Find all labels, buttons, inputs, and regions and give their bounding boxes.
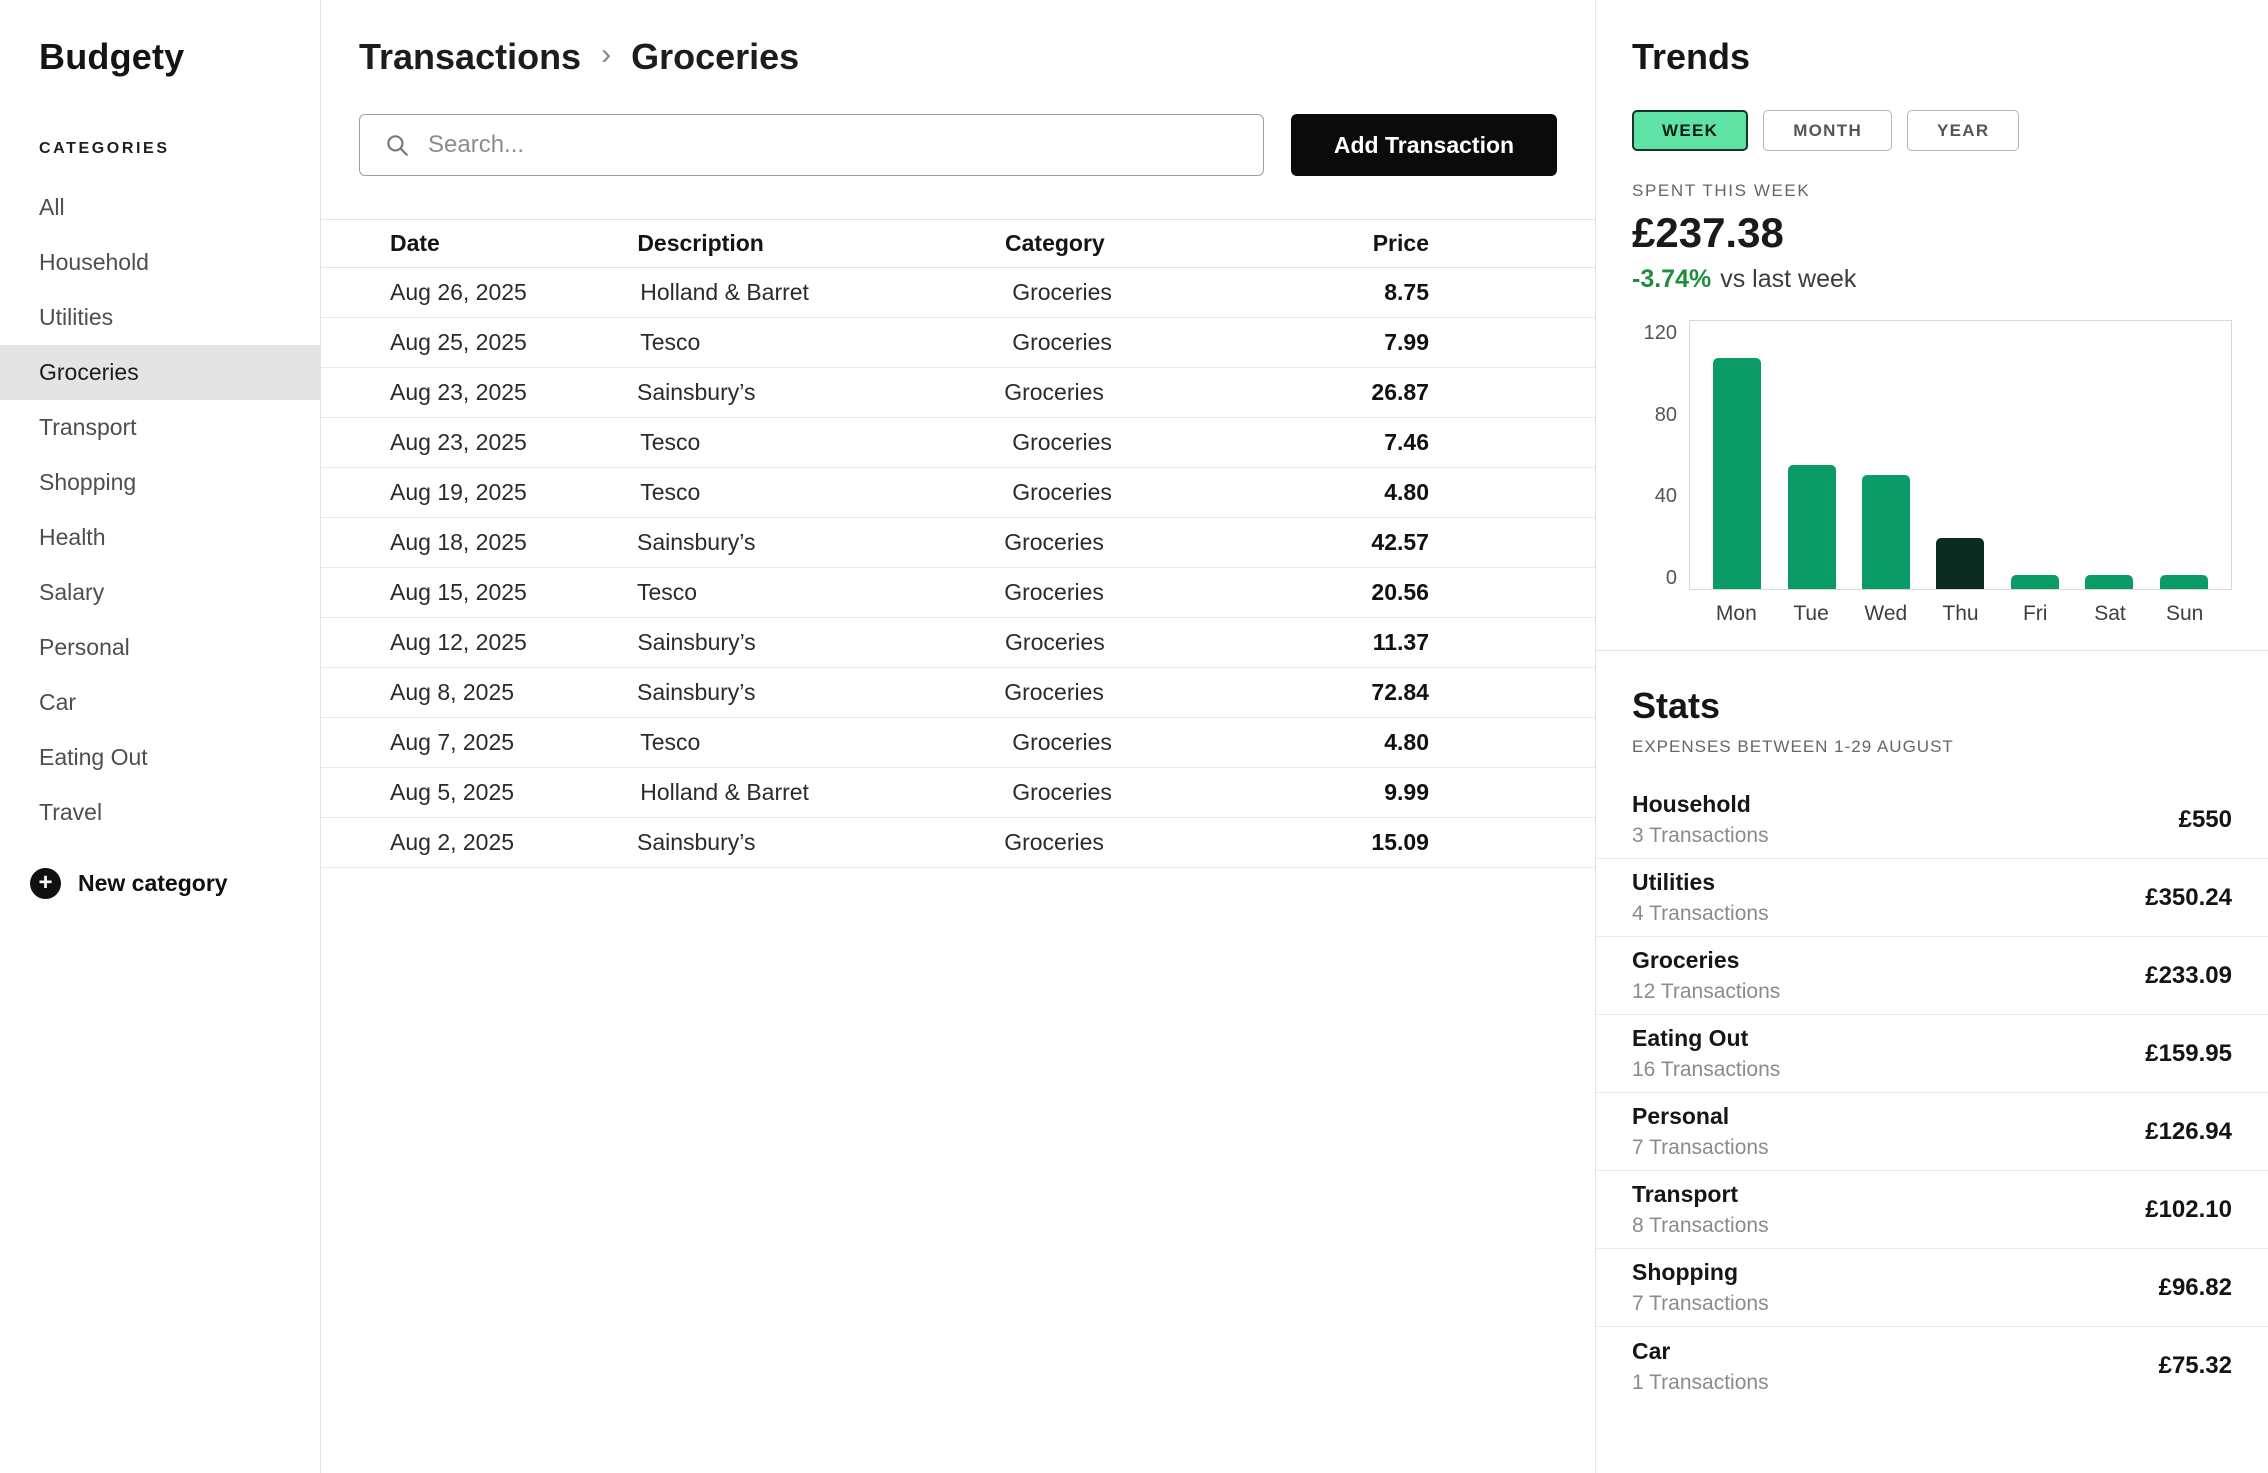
cell-price: 4.80	[1384, 729, 1429, 755]
stats-row-utilities	[1596, 859, 2268, 937]
stat-category-name: Transport	[1632, 1181, 1739, 1207]
cell-description: Holland & Barret	[640, 779, 809, 805]
sidebar-item-household[interactable]	[0, 235, 320, 290]
cell-price: 20.56	[1371, 579, 1429, 605]
stats-row-household	[1596, 781, 2268, 859]
sidebar-item-label: Transport	[39, 414, 137, 440]
chart-bar-fri	[2011, 575, 2059, 589]
cell-category: Groceries	[1005, 629, 1105, 655]
stat-category-name: Eating Out	[1632, 1025, 1749, 1051]
cell-description: Sainsbury’s	[636, 379, 756, 405]
sidebar-item-health[interactable]	[0, 510, 320, 565]
sidebar-item-label: Car	[39, 689, 77, 715]
cell-date: Aug 26, 2025	[390, 279, 527, 305]
chart-bar-wed	[1862, 475, 1910, 589]
table-row[interactable]	[321, 268, 1595, 318]
stat-category	[1632, 947, 1780, 1004]
table-row[interactable]	[321, 768, 1595, 818]
cell-date: Aug 5, 2025	[390, 779, 515, 805]
table-row[interactable]	[321, 568, 1595, 618]
sidebar-item-label: All	[39, 194, 65, 220]
range-tab-week[interactable]: WEEK	[1632, 110, 1748, 151]
cell-date: Aug 8, 2025	[390, 679, 515, 705]
search-input[interactable]	[428, 131, 1243, 159]
stat-transaction-count: 8 Transactions	[1632, 1214, 1769, 1237]
column-header-price: Price	[1372, 230, 1429, 256]
cell-price: 8.75	[1384, 279, 1429, 305]
toolbar	[359, 114, 1557, 176]
cell-description: Tesco	[640, 329, 701, 355]
table-row[interactable]	[321, 618, 1595, 668]
weekly-spend-bar-chart	[1632, 320, 2232, 590]
sidebar-item-transport[interactable]	[0, 400, 320, 455]
cell-price: 7.46	[1384, 429, 1429, 455]
cell-price: 11.37	[1372, 629, 1430, 655]
spent-this-week-amount: £237.38	[1632, 209, 1784, 256]
x-axis-label-sun: Sun	[2165, 602, 2204, 625]
range-tab-year[interactable]: YEAR	[1907, 110, 2019, 151]
section-divider	[1596, 650, 2268, 651]
sidebar-item-label: Shopping	[39, 469, 137, 495]
y-axis-tick: 0	[1665, 567, 1677, 589]
sidebar	[0, 0, 321, 1473]
sidebar-item-label: Groceries	[39, 359, 139, 385]
x-axis-label-tue: Tue	[1793, 602, 1829, 625]
cell-description: Holland & Barret	[640, 279, 809, 305]
cell-price: 7.99	[1384, 329, 1429, 355]
column-header-category: Category	[1005, 230, 1105, 256]
cell-date: Aug 15, 2025	[390, 579, 527, 605]
table-row[interactable]	[321, 468, 1595, 518]
cell-price: 26.87	[1371, 379, 1429, 405]
y-axis-tick: 40	[1654, 485, 1677, 507]
cell-price: 4.80	[1384, 479, 1429, 505]
table-row[interactable]	[321, 368, 1595, 418]
stats-subtitle: EXPENSES BETWEEN 1-29 AUGUST	[1632, 737, 1954, 756]
stat-category	[1632, 1181, 1769, 1238]
new-category-button[interactable]	[30, 868, 228, 899]
chart-bar-tue	[1788, 465, 1836, 589]
cell-category: Groceries	[1004, 579, 1104, 605]
sidebar-item-personal[interactable]	[0, 620, 320, 675]
sidebar-item-label: Eating Out	[39, 744, 148, 770]
sidebar-item-label: Utilities	[39, 304, 114, 330]
sidebar-item-travel[interactable]	[0, 785, 320, 840]
stats-list	[1596, 781, 2268, 1405]
stat-transaction-count: 4 Transactions	[1632, 902, 1769, 925]
cell-description: Sainsbury’s	[636, 529, 756, 555]
spent-this-week-label: SPENT THIS WEEK	[1632, 181, 1811, 200]
transactions-table	[321, 219, 1595, 868]
trends-title: Trends	[1632, 36, 1751, 77]
y-axis-tick: 80	[1654, 404, 1677, 426]
stat-category	[1632, 869, 1769, 926]
stat-transaction-count: 7 Transactions	[1632, 1136, 1769, 1159]
cell-description: Tesco	[640, 479, 701, 505]
stats-row-transport	[1596, 1171, 2268, 1249]
cell-date: Aug 23, 2025	[390, 379, 527, 405]
stats-title: Stats	[1632, 685, 1721, 726]
sidebar-item-shopping[interactable]	[0, 455, 320, 510]
chart-plot-area	[1689, 320, 2232, 590]
cell-date: Aug 19, 2025	[390, 479, 527, 505]
sidebar-item-all[interactable]	[0, 180, 320, 235]
chart-y-axis	[1632, 320, 1677, 590]
table-row[interactable]	[321, 718, 1595, 768]
stat-amount: £159.95	[2145, 1039, 2232, 1067]
stat-amount: £102.10	[2145, 1195, 2232, 1223]
chart-bar-sat	[2085, 575, 2133, 589]
cell-price: 42.57	[1371, 529, 1429, 555]
stat-amount: £350.24	[2145, 883, 2232, 911]
chart-bar-mon	[1713, 358, 1761, 589]
cell-description: Tesco	[636, 579, 698, 605]
y-axis-tick: 120	[1643, 322, 1677, 344]
cell-date: Aug 12, 2025	[390, 629, 527, 655]
stat-category	[1632, 1338, 1769, 1395]
cell-description: Sainsbury’s	[636, 829, 756, 855]
cell-category: Groceries	[1004, 679, 1104, 705]
stat-category-name: Personal	[1632, 1103, 1730, 1129]
stat-category-name: Utilities	[1632, 869, 1716, 895]
table-body	[321, 268, 1595, 868]
stat-amount: £96.82	[2158, 1273, 2232, 1301]
delta-line	[1632, 265, 2232, 294]
stats-row-personal	[1596, 1093, 2268, 1171]
column-header-date: Date	[390, 230, 440, 256]
stat-category-name: Groceries	[1632, 947, 1740, 973]
x-axis-label-sat: Sat	[2094, 602, 2126, 625]
table-row[interactable]	[321, 318, 1595, 368]
table-row[interactable]	[321, 418, 1595, 468]
sidebar-item-label: Salary	[39, 579, 105, 605]
column-header-description: Description	[637, 230, 764, 256]
categories-section-label: CATEGORIES	[39, 140, 170, 157]
stats-row-eating-out	[1596, 1015, 2268, 1093]
stat-transaction-count: 1 Transactions	[1632, 1370, 1769, 1394]
breadcrumb-parent[interactable]: Transactions	[359, 36, 582, 77]
cell-description: Sainsbury’s	[636, 679, 756, 705]
stat-transaction-count: 16 Transactions	[1632, 1058, 1781, 1081]
sidebar-item-utilities[interactable]	[0, 290, 320, 345]
chevron-right-icon: ›	[601, 38, 612, 71]
stats-row-shopping	[1596, 1249, 2268, 1327]
cell-price: 72.84	[1371, 679, 1429, 705]
x-axis-label-thu: Thu	[1942, 602, 1979, 625]
table-row[interactable]	[321, 818, 1595, 868]
sidebar-item-label: Travel	[39, 799, 103, 825]
cell-description: Sainsbury’s	[637, 629, 756, 655]
cell-category: Groceries	[1012, 429, 1112, 455]
sidebar-item-eating-out[interactable]	[0, 730, 320, 785]
stat-amount: £233.09	[2145, 961, 2232, 989]
range-tab-month[interactable]: MONTH	[1763, 110, 1892, 151]
stat-transaction-count: 7 Transactions	[1632, 1292, 1769, 1315]
app-logo: Budgety	[39, 36, 185, 77]
chart-x-axis	[1689, 602, 2232, 626]
stat-category-name: Household	[1632, 791, 1751, 817]
sidebar-item-label: Personal	[39, 634, 130, 660]
x-axis-label-mon: Mon	[1715, 602, 1757, 625]
cell-date: Aug 23, 2025	[390, 429, 527, 455]
cell-category: Groceries	[1012, 729, 1112, 755]
sidebar-item-salary[interactable]	[0, 565, 320, 620]
table-row[interactable]	[321, 518, 1595, 568]
cell-description: Tesco	[640, 429, 701, 455]
chart-bar-thu	[1936, 538, 1984, 589]
cell-category: Groceries	[1012, 329, 1112, 355]
stat-category-name: Car	[1632, 1337, 1671, 1364]
cell-category: Groceries	[1012, 279, 1112, 305]
stat-transaction-count: 3 Transactions	[1632, 824, 1769, 847]
sidebar-item-label: Health	[39, 524, 106, 550]
cell-category: Groceries	[1004, 529, 1104, 555]
cell-date: Aug 18, 2025	[390, 529, 527, 555]
stat-amount: £126.94	[2145, 1117, 2232, 1145]
category-list	[0, 180, 320, 840]
cell-category: Groceries	[1004, 829, 1104, 855]
cell-description: Tesco	[640, 729, 701, 755]
stat-category-name: Shopping	[1632, 1259, 1739, 1285]
stat-amount: £75.32	[2158, 1352, 2232, 1379]
stat-transaction-count: 12 Transactions	[1632, 980, 1781, 1003]
x-axis-label-wed: Wed	[1864, 602, 1908, 625]
table-row[interactable]	[321, 668, 1595, 718]
table-header-row	[321, 219, 1595, 268]
search-box[interactable]	[359, 114, 1264, 176]
stats-row-car	[1596, 1327, 2268, 1405]
stat-category	[1632, 1025, 1780, 1082]
range-tabs	[1632, 110, 2232, 151]
cell-category: Groceries	[1004, 379, 1104, 405]
chart-bar-sun	[2160, 575, 2208, 589]
cell-date: Aug 7, 2025	[390, 729, 515, 755]
cell-date: Aug 2, 2025	[390, 829, 515, 855]
stat-category	[1632, 1103, 1769, 1160]
cell-date: Aug 25, 2025	[390, 329, 527, 355]
delta-suffix: vs last week	[1720, 265, 1857, 293]
stat-category	[1632, 1259, 1769, 1316]
add-transaction-button[interactable]: Add Transaction	[1291, 114, 1557, 176]
new-category-label: New category	[78, 870, 228, 896]
delta-percent: -3.74%	[1632, 265, 1712, 293]
breadcrumb	[359, 36, 1557, 78]
sidebar-item-groceries[interactable]	[0, 345, 320, 400]
sidebar-item-car[interactable]	[0, 675, 320, 730]
x-axis-label-fri: Fri	[2022, 602, 2048, 625]
main-content	[321, 0, 1595, 1473]
breadcrumb-current: Groceries	[631, 36, 800, 77]
stat-category	[1632, 791, 1769, 848]
plus-icon: +	[30, 868, 61, 899]
cell-category: Groceries	[1012, 479, 1112, 505]
cell-category: Groceries	[1012, 779, 1112, 805]
cell-price: 15.09	[1371, 829, 1429, 855]
cell-price: 9.99	[1384, 779, 1429, 805]
stat-amount: £550	[2178, 805, 2232, 833]
right-panel	[1595, 0, 2268, 1473]
sidebar-item-label: Household	[39, 249, 149, 275]
stats-row-groceries	[1596, 937, 2268, 1015]
search-icon	[384, 132, 410, 158]
